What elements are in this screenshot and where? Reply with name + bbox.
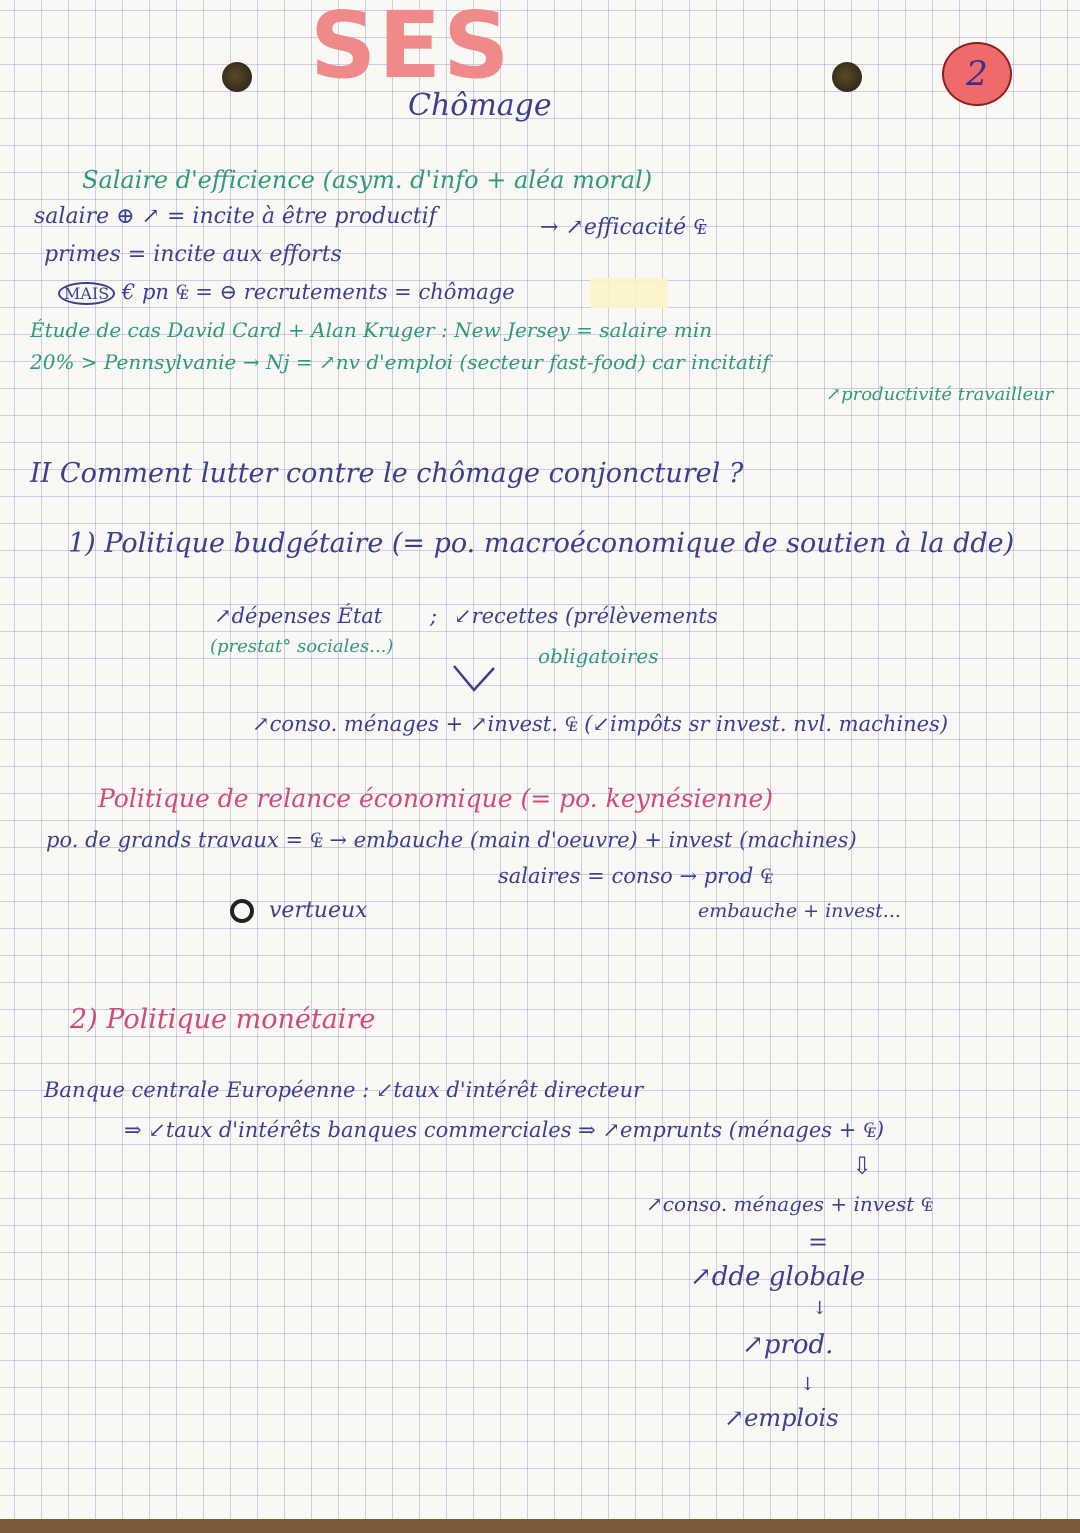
bce-line: Banque centrale Européenne : ↙taux d'intérêt directeur xyxy=(44,1078,644,1102)
relance-salaires: salaires = conso → prod ₠ xyxy=(498,864,773,888)
page-bottom-edge xyxy=(0,1519,1080,1533)
vertueux-label: vertueux xyxy=(269,898,368,923)
bce-down-arrow: ⇩ xyxy=(852,1152,873,1180)
bce-line2: ⇒ ↙taux d'intérêts banques commerciales ⇒ ↗emprunts (ménages + ₠) xyxy=(124,1118,885,1142)
budgetaire-right: ↙recettes (prélèvements xyxy=(454,604,718,628)
relance-heading: Politique de relance économique (= po. keynésienne) xyxy=(98,784,774,813)
relance-embauche: embauche + invest... xyxy=(698,900,901,922)
chain-arrow-1: ↓ xyxy=(812,1298,828,1319)
cycle-circle-icon xyxy=(230,899,254,923)
page-number-badge xyxy=(942,42,1012,106)
chain-arrow-2: ↓ xyxy=(800,1374,816,1395)
chain-prod: ↗prod. xyxy=(742,1330,834,1360)
vertueux-note xyxy=(230,898,368,923)
budgetaire-sep: ; xyxy=(430,604,438,628)
converge-chevron-icon xyxy=(452,664,496,692)
budgetaire-result: ↗conso. ménages + ↗invest. ₠ (↙impôts sr invest. nvl. machines) xyxy=(252,712,949,736)
page-title: SES xyxy=(310,0,512,99)
relance-line: po. de grands travaux = ₠ → embauche (main d'oeuvre) + invest (machines) xyxy=(46,828,857,852)
efficience-line1: salaire ⊕ ↗ = incite à être productif xyxy=(34,204,437,229)
etude-line3: ↗productivité travailleur xyxy=(826,384,1054,405)
efficience-line2: primes = incite aux efforts xyxy=(44,242,342,267)
mais-circled-label: MAIS xyxy=(58,282,115,305)
chain-dde: ↗dde globale xyxy=(690,1262,866,1292)
etude-line2: 20% > Pennsylvanie → Nj = ↗nv d'emploi (secteur fast-food) car incitatif xyxy=(30,350,770,374)
efficience-line1-result: → ↗efficacité ₠ xyxy=(540,215,707,240)
section-ii-heading: II Comment lutter contre le chômage conjoncturel ? xyxy=(30,458,744,489)
efficience-heading-text: Salaire d'efficience (asym. d'info + aléa moral) xyxy=(82,166,653,194)
monetaire-title: 2) Politique monétaire xyxy=(70,1004,376,1035)
binder-hole-right xyxy=(832,62,862,92)
efficience-heading xyxy=(82,166,652,194)
etude-line1: Étude de cas David Card + Alan Kruger : New Jersey = salaire min xyxy=(30,318,713,342)
budgetaire-left2: (prestat° sociales...) xyxy=(210,636,394,657)
budgetaire-title: 1) Politique budgétaire (= po. macroéconomique de soutien à la dde) xyxy=(68,528,1015,559)
chain-conso: ↗conso. ménages + invest ₠ xyxy=(646,1192,933,1216)
budgetaire-right2: obligatoires xyxy=(538,644,659,668)
efficience-line3 xyxy=(58,280,515,305)
efficience-line3-text: € pn ₠ = ⊖ recrutements = chômage xyxy=(121,280,515,304)
budgetaire-left: ↗dépenses État xyxy=(214,604,383,628)
page-number: 2 xyxy=(966,54,988,94)
highlight-mark xyxy=(590,278,668,308)
binder-hole-left xyxy=(222,62,252,92)
page-subtitle: Chômage xyxy=(408,88,552,123)
chain-equals: = xyxy=(808,1228,829,1256)
chain-emplois: ↗emplois xyxy=(724,1404,839,1432)
